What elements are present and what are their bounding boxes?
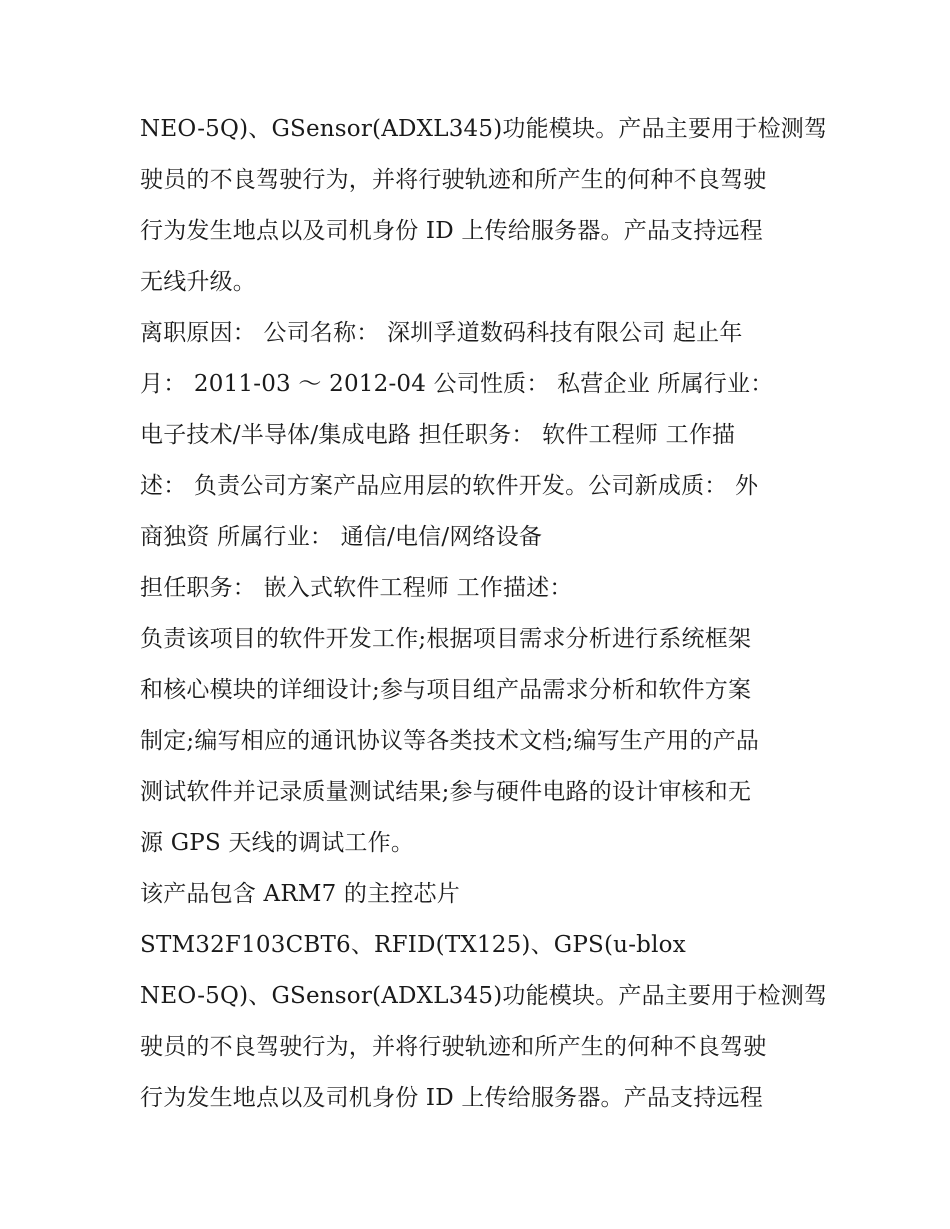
text-line: 该产品包含 ARM7 的主控芯片 [140,881,460,907]
text-line: 负责该项目的软件开发工作;根据项目需求分析进行系统框架 [140,626,752,652]
text-line: 行为发生地点以及司机身份 ID 上传给服务器。产品支持远程 [140,218,763,244]
text-line: 商独资 所属行业： 通信/电信/网络设备 [140,524,543,550]
text-line: 离职原因： 公司名称： 深圳孚道数码科技有限公司 起止年 [140,320,743,346]
text-line: 述： 负责公司方案产品应用层的软件开发。公司新成质： 外 [140,473,759,499]
text-line: 测试软件并记录质量测试结果;参与硬件电路的设计审核和无 [140,779,752,805]
text-line: NEO-5Q)、GSensor(ADXL345)功能模块。产品主要用于检测驾 [140,983,828,1009]
text-line: 月： 2011-03 ～ 2012-04 公司性质： 私营企业 所属行业： [140,371,774,397]
text-line: 和核心模块的详细设计;参与项目组产品需求分析和软件方案 [140,677,752,703]
document-body [140,104,830,1124]
text-line: 源 GPS 天线的调试工作。 [140,830,415,856]
text-line: STM32F103CBT6、RFID(TX125)、GPS(u-blox [140,932,686,958]
text-line: 担任职务： 嵌入式软件工程师 工作描述： [140,575,573,601]
text-line: 制定;编写相应的通讯协议等各类技术文档;编写生产用的产品 [140,728,760,754]
text-line: 驶员的不良驾驶行为，并将行驶轨迹和所产生的何种不良驾驶 [140,167,767,193]
text-line: 电子技术/半导体/集成电路 担任职务： 软件工程师 工作描 [140,422,736,448]
text-line: 驶员的不良驾驶行为，并将行驶轨迹和所产生的何种不良驾驶 [140,1034,767,1060]
text-line: NEO-5Q)、GSensor(ADXL345)功能模块。产品主要用于检测驾 [140,116,828,142]
text-line: 无线升级。 [140,269,256,295]
text-line: 行为发生地点以及司机身份 ID 上传给服务器。产品支持远程 [140,1085,763,1111]
